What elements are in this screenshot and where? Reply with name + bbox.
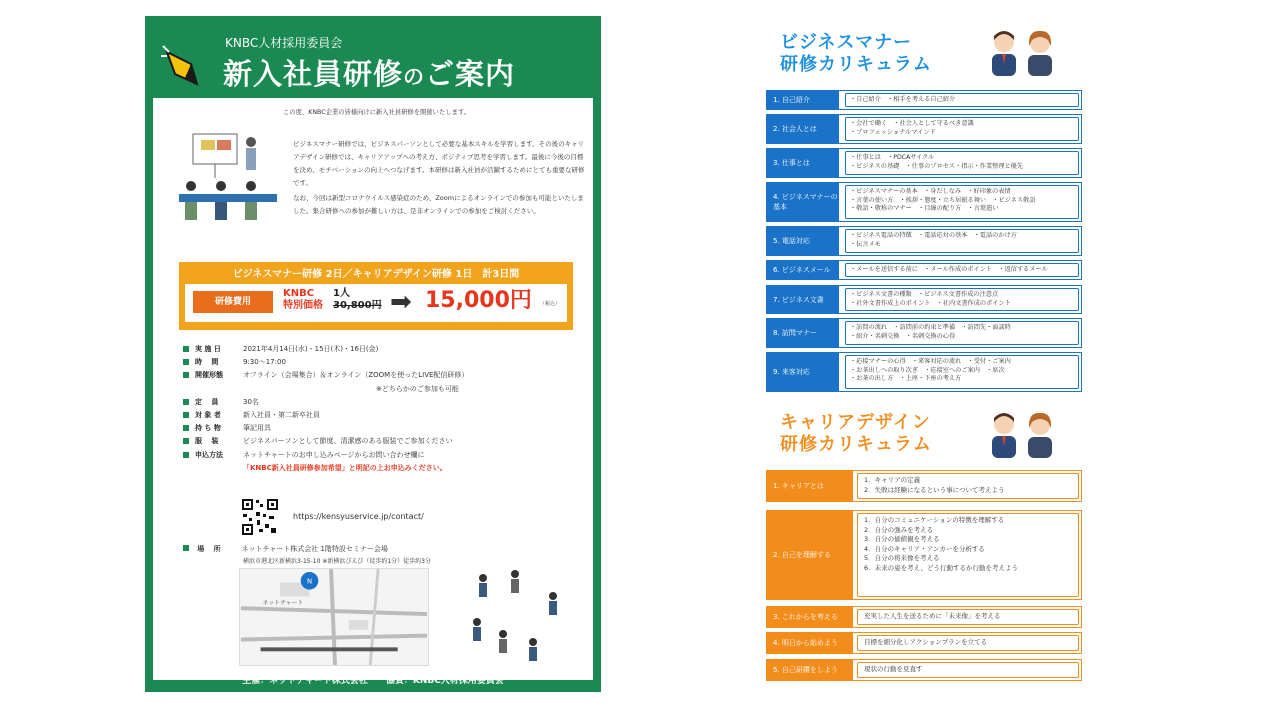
- access-map: [239, 568, 429, 666]
- staff-avatars-icon-2: [984, 410, 1062, 458]
- regular-price: [333, 288, 382, 312]
- info-row: [183, 449, 583, 462]
- info-value: 30名: [243, 397, 259, 406]
- curriculum-content: ・訪問の流れ ・訪問前の約束と準備 ・訪問先・面談時 ・紹介・名刺交換 ・名刺交換の心得: [845, 321, 1079, 345]
- career-design-heading: [780, 412, 932, 456]
- svg-text:N: N: [306, 577, 313, 586]
- curriculum-content: ・応接マナーの心得 ・来客対応の流れ ・受付・ご案内 ・お茶出しへの取り次ぎ ・応接室へのご案内 ・席次 ・お茶の出し方 ・上座・下座の考え方: [845, 355, 1079, 389]
- info-row: [183, 409, 583, 422]
- curriculum-content: ・ビジネスマナーの基本 ・身だしなみ ・好印象の表情 ・言葉の使い方 ・挨拶・態度・立ち居振る舞い ・ビジネス敬語 ・敬語・敬称のマナー ・目線の配り方 ・言葉遣い: [845, 185, 1079, 219]
- contact-url[interactable]: https://kensyuservice.jp/contact/: [293, 512, 424, 521]
- curriculum-content: 充実した人生を送るために「未来像」を考える: [857, 609, 1079, 625]
- info-marker: [183, 452, 189, 458]
- info-row: [183, 422, 583, 435]
- pencil-icon: [161, 44, 205, 88]
- business-curriculum-row: [766, 318, 1082, 348]
- fee-panel: [185, 284, 567, 322]
- map-label: ネットチャート: [262, 600, 304, 607]
- info-marker: [183, 399, 189, 405]
- curriculum-content: ・仕事とは ・PDCAサイクル ・ビジネスの基礎 ・仕事のプロセス・指示・作業整理と優先: [845, 151, 1079, 175]
- info-key: 実 施 日: [195, 345, 221, 353]
- career-curriculum-row: [766, 606, 1082, 628]
- curriculum-content: ・ビジネス電話の特徴 ・電話応対の基本 ・電話のかけ方 ・伝言メモ: [845, 229, 1079, 253]
- curriculum-content: 現状の行動を見直す: [857, 662, 1079, 678]
- curriculum-label: 3. 仕事とは: [767, 149, 839, 177]
- business-heading-line-2: 研修カリキュラム: [780, 54, 932, 75]
- course-duration: ビジネスマナー研修 2日／キャリアデザイン研修 1日 計3日間: [232, 269, 520, 280]
- info-key: 開催形態: [195, 371, 223, 380]
- business-curriculum-row: [766, 114, 1082, 144]
- curriculum-label: 5. 自己研鑽をしよう: [767, 660, 853, 680]
- flyer-title: [223, 52, 515, 93]
- curriculum-content: 1．キャリアの定義 2．失敗は経験になるという事について考えよう: [857, 473, 1079, 499]
- info-marker: [183, 438, 189, 444]
- curriculum-content: ・メールを送信する前に ・メール作成のポイント ・返信するメール: [845, 263, 1079, 277]
- staff-avatars-icon: [984, 28, 1062, 76]
- business-curriculum-row: [766, 352, 1082, 392]
- special-price: 15,000円: [425, 288, 532, 313]
- info-key: 持 ち 物: [195, 424, 221, 433]
- curriculum-label: 1. 自己紹介: [767, 91, 839, 109]
- curriculum-label: 3. これからを考える: [767, 607, 853, 627]
- title-tail: ご案内: [425, 57, 516, 91]
- info-value: ネットチャートのお申し込みページからお問い合わせ欄に: [243, 450, 425, 459]
- info-value: オフライン（会場集合）＆オンライン（ZOOMを使ったLIVE配信研修）: [243, 371, 469, 380]
- fee-label: 研修費用: [193, 291, 273, 313]
- info-row: [183, 369, 583, 382]
- body-paragraph-1: ビジネスマナー研修では、ビジネスパーソンとして必要な基本スキルを学習します。その後のキャリアデザイン研修では、キャリアアップへの考え方、ポジティブ思考を学習します。最後に今後の目標を決め、モチベーションの向上へつなげます。本研修は新入社員が活躍するためにとても重要な研修です。: [293, 140, 585, 187]
- career-heading-line-2: 研修カリキュラム: [780, 434, 932, 455]
- info-marker: [183, 346, 189, 352]
- career-curriculum-row: [766, 659, 1082, 681]
- knbc-text: KNBC: [283, 288, 315, 299]
- curriculum-label: 1. キャリアとは: [767, 471, 853, 501]
- curriculum-label: 7. ビジネス文書: [767, 286, 839, 313]
- body-text: [293, 138, 585, 220]
- info-value: ビジネスパーソンとして節度、清潔感のある服装でご参加ください: [243, 437, 453, 446]
- info-marker: [183, 359, 189, 365]
- business-curriculum-row: [766, 285, 1082, 314]
- title-particle: の: [403, 65, 426, 89]
- intro-text: この度、KNBC企業の皆様向けに新入社員研修を開催いたします。: [283, 109, 470, 116]
- body-paragraph-2: なお、今回は新型コロナウイルス感染症のため、Zoomによるオンラインでの参加も可能といたしました。集合研修への参加が難しい方は、是非オンラインでの参加をご検討ください。: [293, 194, 584, 215]
- info-row: [183, 343, 583, 356]
- organizer-name: KNBC人材採用委員会: [225, 36, 343, 50]
- curriculum-content: ・会社で働く ・社会人として守るべき意識 ・プロフェッショナルマインド: [845, 117, 1079, 141]
- special-price-label: [283, 288, 323, 312]
- venue-name: ネットチャート株式会社 1階特設セミナー会場: [241, 545, 388, 553]
- business-curriculum-row: [766, 226, 1082, 256]
- venue-marker: [183, 545, 189, 551]
- curriculum-label: 4. 明日から始めよう: [767, 633, 853, 653]
- per-person-text: 1人: [333, 288, 350, 299]
- event-details: [183, 343, 583, 475]
- curriculum-label: 8. 訪問マナー: [767, 319, 839, 347]
- info-key: 申込方法: [195, 450, 223, 459]
- info-value: ※どちらかのご参加も可能: [243, 384, 459, 393]
- business-manner-heading: [780, 32, 932, 76]
- venue-address: 横浜市港北区新横浜3-15-10 ※新横浜ぴえび（徒歩約1分）徒歩約3分: [243, 558, 431, 565]
- info-value: 新入社員・第二新卒社員: [243, 410, 320, 419]
- info-row: [183, 462, 583, 475]
- info-value: 9:30～17:00: [243, 358, 286, 367]
- info-row: [183, 435, 583, 448]
- curriculum-label: 2. 自己を理解する: [767, 511, 853, 599]
- info-marker: [183, 412, 189, 418]
- info-value: 筆記用具: [243, 424, 271, 433]
- old-price-value: 30,800円: [333, 300, 382, 311]
- career-curriculum-row: [766, 470, 1082, 502]
- business-curriculum-row: [766, 148, 1082, 178]
- fee-box: [179, 262, 573, 330]
- business-heading-line-1: ビジネスマナー: [780, 32, 913, 53]
- curriculum-label: 2. 社会人とは: [767, 115, 839, 143]
- arrow-right-icon: ➡: [390, 287, 412, 317]
- curriculum-label: 9. 来客対応: [767, 353, 839, 391]
- info-row: [183, 383, 583, 396]
- career-heading-line-1: キャリアデザイン: [780, 412, 931, 433]
- info-value: 「KNBC新入社員研修参加希望」と明記の上お申込みください。: [243, 463, 447, 472]
- business-curriculum-row: [766, 90, 1082, 110]
- special-text: 特別価格: [283, 300, 323, 311]
- curriculum-label: 4. ビジネスマナーの基本: [767, 183, 839, 221]
- curriculum-label: 5. 電話対応: [767, 227, 839, 255]
- info-marker: [183, 425, 189, 431]
- flyer-content: [153, 98, 593, 680]
- title-main: 新入社員研修: [223, 57, 404, 91]
- training-flyer: [145, 16, 601, 692]
- venue-info: [183, 544, 583, 565]
- career-curriculum-row: [766, 632, 1082, 654]
- curriculum-content: 目標を細分化しアクションプランを立てる: [857, 635, 1079, 651]
- info-value: 2021年4月14日(水)・15日(木)・16日(金): [243, 345, 379, 353]
- business-curriculum-row: [766, 182, 1082, 222]
- curriculum-content: ・ビジネス文書の種類 ・ビジネス文書作成の注意点 ・社外文書作成上のポイント ・社内文書作成のポイント: [845, 288, 1079, 311]
- venue-label: 場 所: [197, 545, 221, 553]
- tax-note: （税込）: [540, 301, 561, 307]
- info-key: 定 員: [195, 397, 219, 406]
- info-key: 対 象 者: [195, 410, 221, 419]
- curriculum-content: ・自己紹介 ・相手を考える自己紹介: [845, 93, 1079, 107]
- info-row: [183, 396, 583, 409]
- info-row: [183, 356, 583, 369]
- career-curriculum-row: [766, 510, 1082, 600]
- curriculum-content: 1．自分のコミュニケーションの特徴を理解する 2．自分の強みを考える 3．自分の価値観を考える 4．自分のキャリア・アンカーを分析する 5．自分の将来像を考える 6．未来の姿を考え、どう行動するか行動を考えよう: [857, 513, 1079, 597]
- qr-code-icon: [241, 498, 279, 536]
- curriculum-label: 6. ビジネスメール: [767, 261, 839, 279]
- business-curriculum-row: [766, 260, 1082, 280]
- info-key: 服 装: [195, 437, 219, 446]
- flyer-footer: 主催：ネットチャート株式会社 協賛：KNBC人材採用委員会: [242, 676, 504, 686]
- info-marker: [183, 372, 189, 378]
- business-people-illustration: [463, 568, 573, 668]
- classroom-illustration: [173, 128, 283, 238]
- info-key: 時 間: [195, 358, 219, 367]
